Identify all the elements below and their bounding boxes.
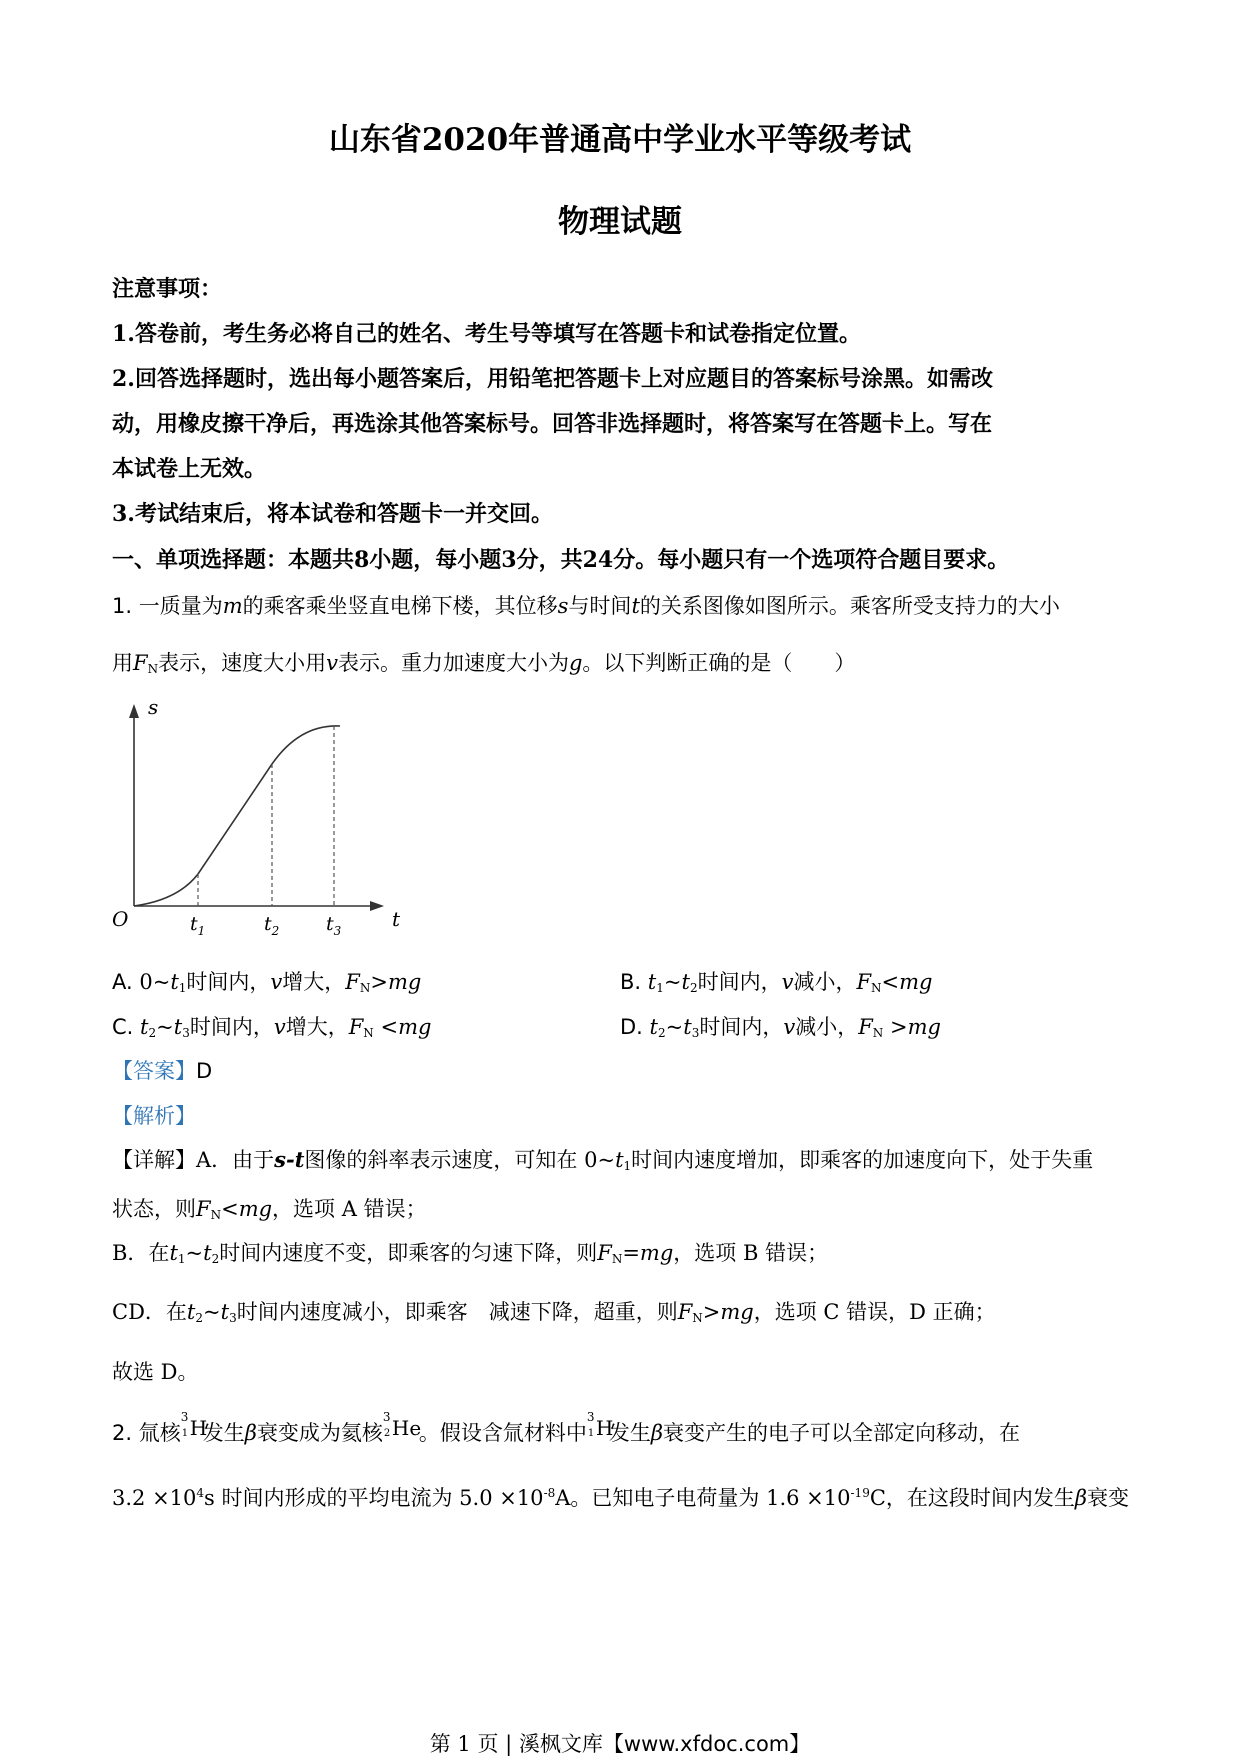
q1-var-s: s xyxy=(557,594,569,618)
detail-var-mg: mg xyxy=(639,1241,674,1265)
q2-exponent: -19 xyxy=(850,1486,870,1500)
option-b-label: B. xyxy=(620,970,642,994)
tick-t1-main: t xyxy=(190,913,198,935)
analysis-tag: 【解析】 xyxy=(112,1104,196,1128)
option-a-op: > xyxy=(370,970,388,994)
q1-text: 的乘客乘坐竖直电梯下楼，其位移 xyxy=(242,594,558,618)
detail-text: ，选项 B 错误； xyxy=(673,1241,829,1265)
tick-t2-sub: 2 xyxy=(271,924,280,938)
footer-site-link[interactable]: www.xfdoc.com xyxy=(623,1732,790,1756)
q2-beta: β xyxy=(650,1421,664,1445)
nuclide-symbol: H xyxy=(189,1416,208,1440)
q2-text: 。假设含氚材料中 xyxy=(418,1421,587,1445)
nuclide-symbol: H xyxy=(595,1416,614,1440)
nuclide-symbol: He xyxy=(391,1416,422,1440)
tick-t1 xyxy=(190,913,205,938)
detail-text: 时间内速度减小，即乘客 减速下降，超重，则 xyxy=(236,1300,678,1324)
option-c-sub: 2 xyxy=(148,1026,157,1040)
option-c-var-mg: mg xyxy=(398,1015,432,1039)
answer-value: D xyxy=(196,1059,213,1083)
option-a-sub-n: N xyxy=(359,981,371,995)
option-b-op: < xyxy=(881,970,900,994)
q1-var-m: m xyxy=(222,594,243,618)
nuclide-mass-number: 3 xyxy=(180,1410,189,1424)
q1-number: 1. xyxy=(112,594,133,618)
tick-t3 xyxy=(326,913,342,938)
option-c-sub: 3 xyxy=(182,1026,190,1040)
detail-sub: 2 xyxy=(195,1311,203,1325)
origin-label: O xyxy=(112,907,129,931)
q2-text: C，在这段时间内发生 xyxy=(869,1486,1075,1510)
tick-t2-main: t xyxy=(264,913,272,935)
q1-option-b[interactable] xyxy=(620,966,933,996)
q2-text: s 时间内形成的平均电流为 5.0 ×10 xyxy=(204,1486,544,1510)
q2-text: 衰变产生的电子可以全部定向移动，在 xyxy=(663,1421,1021,1445)
footer-text: 第 xyxy=(429,1732,451,1756)
detail-sub-n: N xyxy=(210,1208,222,1222)
q1-option-d[interactable] xyxy=(620,1011,941,1041)
detail-line-4 xyxy=(112,1296,996,1326)
option-d-var-f: F xyxy=(858,1015,873,1039)
answer-tag: 【答案】 xyxy=(112,1059,196,1083)
detail-text: B．在 xyxy=(112,1241,170,1265)
notice-item-2-line-1: 2.回答选择题时，选出每小题答案后，用铅笔把答题卡上对应题目的答案标号涂黑。如需改 xyxy=(112,366,993,392)
nuclide-atomic-number: 2 xyxy=(383,1428,391,1439)
detail-line-1 xyxy=(112,1144,1093,1174)
q2-text: A。已知电子电荷量为 1.6 ×10 xyxy=(555,1486,851,1510)
detail-text: 图像的斜率表示速度，可知在 0~ xyxy=(304,1148,616,1172)
detail-op: > xyxy=(702,1300,721,1324)
detail-sub: 2 xyxy=(211,1252,220,1266)
detail-text: 【详解】A．由于 xyxy=(112,1148,275,1172)
tick-t3-main: t xyxy=(326,913,334,935)
q2-text: 衰变成为氦核 xyxy=(256,1421,383,1445)
option-a-text: 时间内， xyxy=(186,970,271,994)
notice-item-3: 3.考试结束后，将本试卷和答题卡一并交回。 xyxy=(112,501,553,527)
detail-var-t: t xyxy=(220,1300,230,1324)
y-axis-arrow xyxy=(129,704,139,718)
option-c-var-t: t xyxy=(140,1015,149,1039)
notice-item-2-line-3: 本试卷上无效。 xyxy=(112,456,267,482)
q1-stem-line-1 xyxy=(112,590,1060,620)
detail-var-mg: mg xyxy=(720,1300,754,1324)
footer-text: 页 | 溪枫文库【 xyxy=(477,1732,624,1756)
option-a-text: 增大， xyxy=(282,970,346,994)
q1-option-a[interactable] xyxy=(112,966,421,996)
option-b-var-f: F xyxy=(856,970,872,994)
notice-item-1: 1.答卷前，考生务必将自己的姓名、考生号等填写在答题卡和试卷指定位置。 xyxy=(112,321,861,347)
option-a-var-t: t xyxy=(170,970,179,994)
detail-text: 时间内速度不变，即乘客的匀速下降，则 xyxy=(219,1241,598,1265)
q1-option-c[interactable] xyxy=(112,1011,431,1041)
option-d-sub: 3 xyxy=(691,1026,700,1040)
q2-beta: β xyxy=(1074,1486,1088,1510)
option-b-tilde: ~ xyxy=(663,970,682,994)
q1-text: 表示，速度大小用 xyxy=(158,651,327,675)
tick-t3-sub: 3 xyxy=(333,924,342,938)
detail-tilde: ~ xyxy=(185,1241,204,1265)
detail-var-st: s-t xyxy=(274,1147,305,1172)
option-a-text: 0~ xyxy=(139,970,171,994)
option-a-var-mg: mg xyxy=(387,970,422,994)
option-a-var-v: v xyxy=(270,970,283,994)
tick-t1-sub: 1 xyxy=(197,924,206,938)
q2-text: 衰变 xyxy=(1087,1486,1130,1510)
option-c-tilde: ~ xyxy=(156,1015,174,1039)
detail-var-f: F xyxy=(677,1300,693,1324)
option-d-sub-n: N xyxy=(872,1026,884,1040)
tritium-nuclide xyxy=(180,1410,208,1442)
q1-sub-n: N xyxy=(147,662,159,676)
option-c-text: 时间内， xyxy=(189,1015,274,1039)
option-d-tilde: ~ xyxy=(665,1015,684,1039)
q2-text: 氚核 xyxy=(138,1421,181,1445)
q2-text: 发生 xyxy=(202,1421,245,1445)
option-c-label: C. xyxy=(112,1015,134,1039)
option-d-text: 时间内， xyxy=(699,1015,784,1039)
detail-op: < xyxy=(221,1197,239,1221)
nuclide-atomic-number: 1 xyxy=(587,1428,595,1439)
option-c-var-t: t xyxy=(173,1015,183,1039)
option-b-var-t: t xyxy=(647,970,657,994)
helium-nuclide xyxy=(382,1410,422,1442)
q2-text: 3.2 ×10 xyxy=(112,1486,197,1510)
option-b-sub: 1 xyxy=(656,981,664,995)
detail-var-t: t xyxy=(203,1241,212,1265)
option-c-text: 增大， xyxy=(285,1015,349,1039)
option-c-op: < xyxy=(373,1015,399,1039)
detail-sub-n: N xyxy=(611,1252,623,1266)
q2-beta: β xyxy=(244,1421,257,1445)
option-d-text: 减小， xyxy=(795,1015,859,1039)
detail-line-2 xyxy=(112,1193,427,1223)
q1-var-f: F xyxy=(133,651,148,675)
option-c-var-v: v xyxy=(273,1015,286,1039)
option-d-var-t: t xyxy=(683,1015,692,1039)
option-d-sub: 2 xyxy=(658,1026,666,1040)
tritium-nuclide xyxy=(586,1410,614,1442)
option-b-var-mg: mg xyxy=(899,970,933,994)
notice-heading: 注意事项： xyxy=(112,276,223,302)
q1-var-g: g xyxy=(568,651,583,675)
q2-number: 2. xyxy=(112,1421,133,1445)
nuclide-mass-number: 3 xyxy=(382,1410,391,1424)
detail-sub: 3 xyxy=(229,1311,237,1325)
detail-var-t: t xyxy=(169,1241,178,1265)
page-number: 1 xyxy=(457,1732,471,1756)
notice-item-2-line-2: 动，用橡皮擦干净后，再选涂其他答案标号。回答非选择题时，将答案写在答题卡上。写在 xyxy=(112,411,993,437)
option-c-sub-n: N xyxy=(363,1026,374,1040)
detail-line-3 xyxy=(112,1237,828,1267)
q1-var-v: v xyxy=(326,651,338,675)
option-a-var-f: F xyxy=(345,970,360,994)
q1-text: 。以下判断正确的是（ ） xyxy=(582,651,856,675)
nuclide-atomic-number: 1 xyxy=(181,1428,189,1439)
detail-line-5: 故选 D。 xyxy=(112,1360,199,1384)
q1-text: 一质量为 xyxy=(138,594,223,618)
exam-subtitle: 物理试题 xyxy=(558,204,682,240)
nuclide-mass-number: 3 xyxy=(586,1410,595,1424)
option-b-var-t: t xyxy=(681,970,690,994)
detail-sub: 1 xyxy=(623,1159,632,1173)
option-d-op: > xyxy=(883,1015,908,1039)
tick-t2 xyxy=(264,913,279,938)
exam-title: 山东省2020年普通高中学业水平等级考试 xyxy=(328,122,912,158)
y-axis-label: s xyxy=(148,695,159,719)
option-d-var-mg: mg xyxy=(907,1015,941,1039)
detail-sub-n: N xyxy=(692,1311,703,1325)
answer-line xyxy=(112,1055,212,1085)
q1-text: 表示。重力加速度大小为 xyxy=(337,651,569,675)
graph-dashed-lines xyxy=(198,726,334,906)
q1-var-t: t xyxy=(631,594,640,618)
detail-var-t: t xyxy=(186,1300,196,1324)
q2-stem-line-2 xyxy=(112,1482,1129,1512)
graph-axes xyxy=(129,704,384,911)
option-a-label: A. xyxy=(112,970,133,994)
detail-var-f: F xyxy=(597,1241,612,1265)
detail-sub: 1 xyxy=(177,1252,186,1266)
detail-var-t: t xyxy=(615,1148,624,1172)
option-d-var-t: t xyxy=(649,1015,658,1039)
option-b-sub-n: N xyxy=(871,981,882,995)
option-b-text: 减小， xyxy=(793,970,857,994)
detail-text: CD．在 xyxy=(112,1300,187,1324)
section-heading: 一、单项选择题：本题共8小题，每小题3分，共24分。每小题只有一个选项符合题目要求。 xyxy=(112,547,1010,573)
q2-text: 发生 xyxy=(608,1421,651,1445)
detail-tilde: ~ xyxy=(203,1300,221,1324)
option-b-var-v: v xyxy=(781,970,794,994)
option-d-var-v: v xyxy=(783,1015,796,1039)
q2-exponent: 4 xyxy=(196,1486,205,1500)
option-a-sub: 1 xyxy=(178,981,187,995)
detail-var-mg: mg xyxy=(238,1197,273,1221)
option-d-label: D. xyxy=(620,1015,643,1039)
q1-stem-line-2 xyxy=(112,647,855,677)
x-axis-label: t xyxy=(392,907,401,931)
detail-text: ，选项 A 错误； xyxy=(272,1197,427,1221)
detail-text: ，选项 C 错误，D 正确； xyxy=(753,1300,996,1324)
q1-text: 与时间 xyxy=(568,594,632,618)
detail-text: 时间内速度增加，即乘客的加速度向下，处于失重 xyxy=(631,1148,1094,1172)
option-b-sub: 2 xyxy=(689,981,698,995)
option-b-text: 时间内， xyxy=(697,970,782,994)
q1-text: 用 xyxy=(112,651,133,675)
q2-stem-line-1 xyxy=(112,1410,1021,1447)
s-t-curve xyxy=(134,726,340,906)
q2-exponent: -8 xyxy=(543,1486,556,1500)
s-t-graph xyxy=(108,690,408,940)
detail-text: 状态，则 xyxy=(112,1197,196,1221)
option-c-var-f: F xyxy=(348,1015,364,1039)
footer-text: 】 xyxy=(789,1732,811,1756)
detail-op: = xyxy=(622,1241,640,1265)
q1-text: 的关系图像如图所示。乘客所受支持力的大小 xyxy=(639,594,1060,618)
detail-var-f: F xyxy=(196,1197,211,1221)
x-axis-arrow xyxy=(370,901,384,911)
